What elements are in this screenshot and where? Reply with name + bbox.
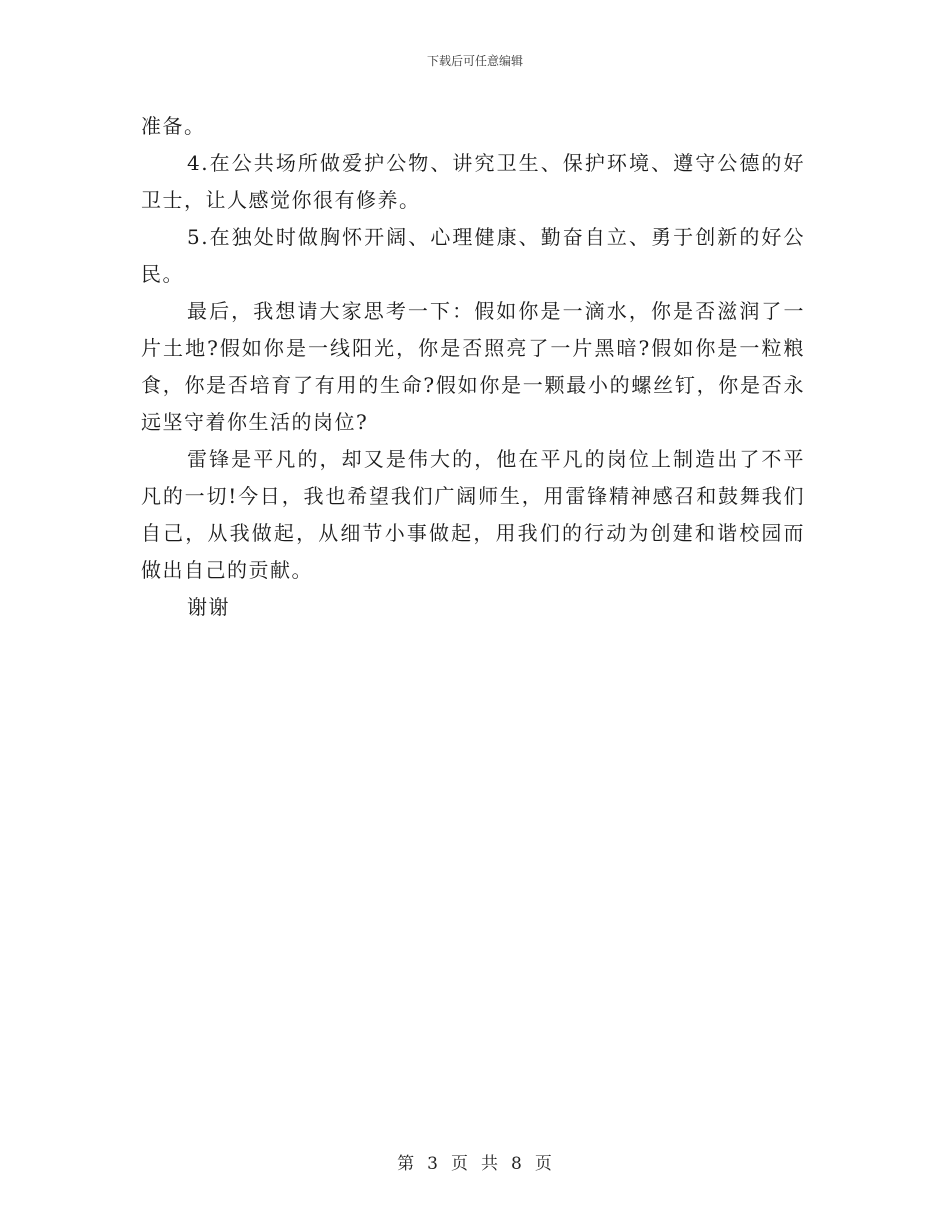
paragraph-continuation: 准备。	[141, 114, 206, 138]
footer-total-unit: 页	[534, 1154, 553, 1174]
paragraph-conclusion: 雷锋是平凡的，却又是伟大的，他在平凡的岗位上制造出了不平凡的一切!今日，我也希望我们广阔师生，用雷锋精神感召和鼓舞我们自己，从我做起，从细节小事做起，用我们的行动为创建和谐校园而做出自己的贡献。	[141, 447, 805, 582]
document-body	[141, 108, 805, 626]
paragraph-reflection: 最后，我想请大家思考一下：假如你是一滴水，你是否滋润了一片土地?假如你是一线阳光，你是否照亮了一片黑暗?假如你是一粒粮食，你是否培育了有用的生命?假如你是一颗最小的螺丝钉，你是否永远坚守着你生活的岗位?	[141, 299, 805, 434]
paragraph-item-4: 4.在公共场所做爱护公物、讲究卫生、保护环境、遵守公德的好卫士，让人感觉你很有修养。	[141, 151, 805, 212]
paragraph-thanks: 谢谢	[187, 595, 230, 619]
footer-page-label: 第	[397, 1154, 416, 1174]
page-header: 下载后可任意编辑	[426, 54, 523, 68]
footer-current-page: 3	[427, 1154, 439, 1174]
footer-page-unit: 页	[451, 1154, 469, 1174]
footer-total-pages: 8	[511, 1154, 523, 1174]
page-footer	[0, 1153, 950, 1175]
footer-total-label: 共	[481, 1154, 499, 1174]
paragraph-item-5: 5.在独处时做胸怀开阔、心理健康、勤奋自立、勇于创新的好公民。	[141, 225, 805, 286]
